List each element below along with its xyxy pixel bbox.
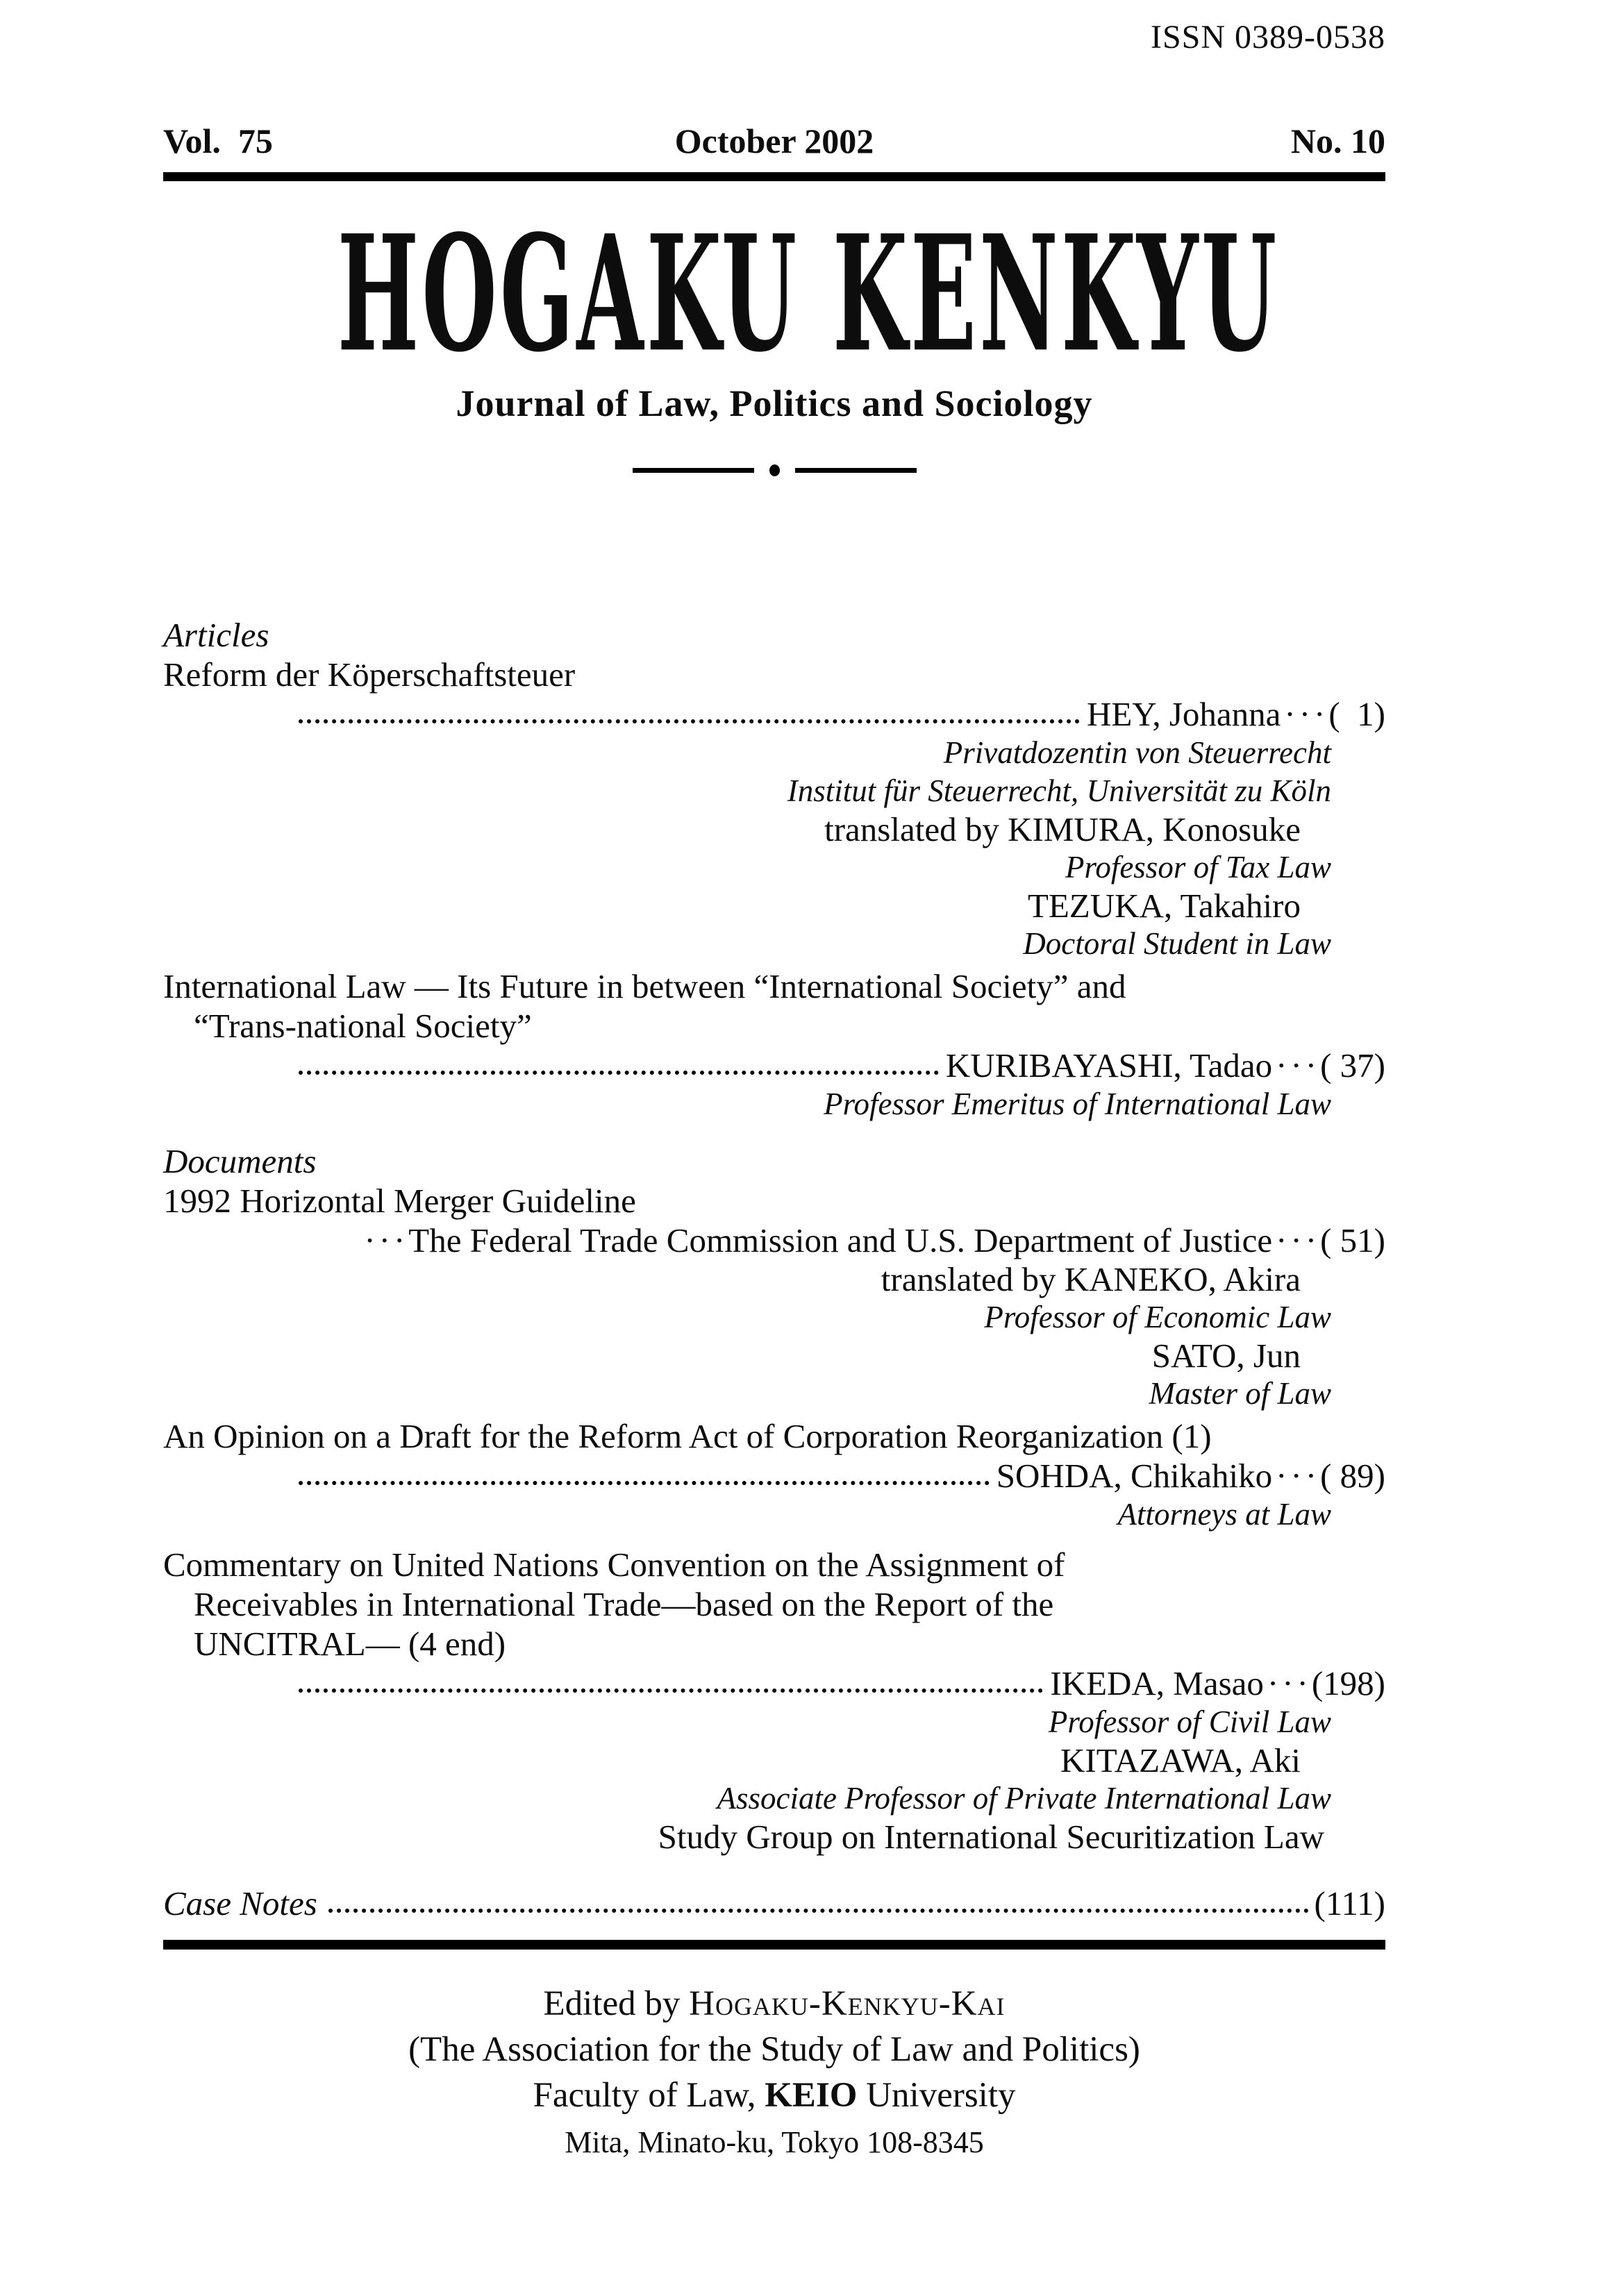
entry-title-line: Reform der Köperschaftsteuer [163,655,576,694]
entry-title-line: An Opinion on a Draft for the Reform Act of Corporation Reorganization (1) [163,1417,1212,1455]
dot-leader [299,1481,990,1485]
issn: ISSN 0389-0538 [1150,19,1385,56]
toc-entry [163,1416,1385,1534]
issue-date: October 2002 [674,121,874,160]
entry-title-line: 1992 Horizontal Merger Guideline [163,1182,636,1220]
entry-title-line: Receivables in International Trade—based on the Report of the [194,1585,1054,1623]
faculty-line [163,2077,1385,2113]
contributor-role: Master of Law [1149,1376,1331,1411]
toc-entry [163,1181,1385,1413]
page-number: ( 1) [1328,695,1385,733]
contributor-name: translated by KANEKO, Akira [881,1260,1301,1298]
association-line: (The Association for the Study of Law and Politics) [408,2030,1140,2069]
university-name: KEIO [765,2076,858,2115]
mid-dots: ··· [1276,1221,1321,1259]
dot-leader [328,1909,1309,1913]
bottom-rule [163,1940,1385,1950]
mid-dots: ··· [1276,1046,1321,1084]
journal-title-wrap [163,200,1385,388]
mid-dots: ··· [364,1221,409,1259]
entry-author-row [163,1664,1385,1703]
contributor-name: translated by KIMURA, Konosuke [824,810,1301,848]
address-line: Mita, Minato-ku, Tokyo 108-8345 [565,2125,984,2159]
contributor-role: Institut für Steuerrecht, Universität zu Köln [787,773,1331,808]
contributor-role: Professor Emeritus of International Law [824,1087,1331,1121]
top-rule [163,172,1385,181]
journal-title: HOGAKU KENKYU [337,200,1280,388]
contributor-role: Doctoral Student in Law [1023,926,1331,961]
toc-entry [163,1545,1385,1856]
masthead [163,200,1385,476]
author-name: KURIBAYASHI, Tadao [945,1046,1273,1084]
entry-author-row [163,1456,1385,1495]
page-footer [163,1940,1385,2161]
mid-dots: ··· [1276,1457,1321,1495]
faculty-prefix: Faculty of Law, [533,2076,765,2115]
mid-dots: ··· [1284,695,1329,733]
page-header [163,19,1385,181]
section-label-documents: Documents [163,1142,317,1180]
volume-label: Vol. 75 [163,121,273,160]
table-of-contents [163,615,1385,1923]
ornament-line [633,468,754,473]
contributor-role: Attorneys at Law [1117,1497,1331,1532]
entry-title-line: International Law — Its Future in between “International Society” and [163,967,1126,1005]
contributor-group: Study Group on International Securitization Law [658,1818,1324,1856]
edited-by-prefix: Edited by [543,1984,690,2023]
section-label-articles: Articles [163,616,269,654]
page-number: (198) [1311,1664,1385,1702]
faculty-suffix: University [857,2076,1016,2115]
journal-subtitle: Journal of Law, Politics and Sociology [456,383,1093,424]
entry-author-row [163,1221,1385,1260]
entry-title-line: Commentary on United Nations Convention on the Assignment of [163,1545,1065,1584]
issue-number: No. 10 [1290,121,1385,160]
contributor-name: SATO, Jun [1151,1336,1301,1375]
entry-title-line: “Trans-national Society” [194,1007,532,1045]
contributor-role: Professor of Tax Law [1065,850,1331,885]
ornament-line [795,468,917,473]
page-number: ( 51) [1320,1221,1385,1259]
entry-author-row [163,694,1385,734]
dot-leader [299,719,1080,723]
dot-leader [299,1689,1043,1693]
contributor-role: Associate Professor of Private International Law [717,1781,1331,1816]
author-name: HEY, Johanna [1086,695,1281,733]
contributor-role: Professor of Civil Law [1048,1704,1331,1739]
author-name: The Federal Trade Commission and U.S. Department of Justice [408,1221,1273,1259]
page-number: (111) [1314,1884,1385,1922]
case-notes-row [163,1884,1385,1923]
toc-entry [163,966,1385,1123]
issue-info-row [163,122,1385,160]
entry-title-line: UNCITRAL— (4 end) [194,1625,506,1663]
page-number: ( 37) [1320,1046,1385,1084]
editor-name: Hogaku-Kenkyu-Kai [689,1984,1006,2023]
contributor-role: Professor of Economic Law [984,1300,1331,1334]
toc-entry [163,655,1385,963]
contributor-name: KITAZAWA, Aki [1060,1741,1301,1779]
contributor-name: TEZUKA, Takahiro [1027,887,1301,925]
entry-author-row [163,1046,1385,1085]
section-label-case-notes: Case Notes [163,1884,317,1922]
page-number: ( 89) [1320,1457,1385,1495]
ornament-dot [769,464,780,476]
dot-leader [299,1071,939,1075]
author-name: IKEDA, Masao [1050,1664,1264,1702]
mid-dots: ··· [1267,1664,1312,1702]
author-name: SOHDA, Chikahiko [996,1457,1273,1495]
contributor-role: Privatdozentin von Steuerrecht [943,735,1331,770]
edited-by-line [163,1986,1385,2022]
divider-ornament [163,464,1385,476]
